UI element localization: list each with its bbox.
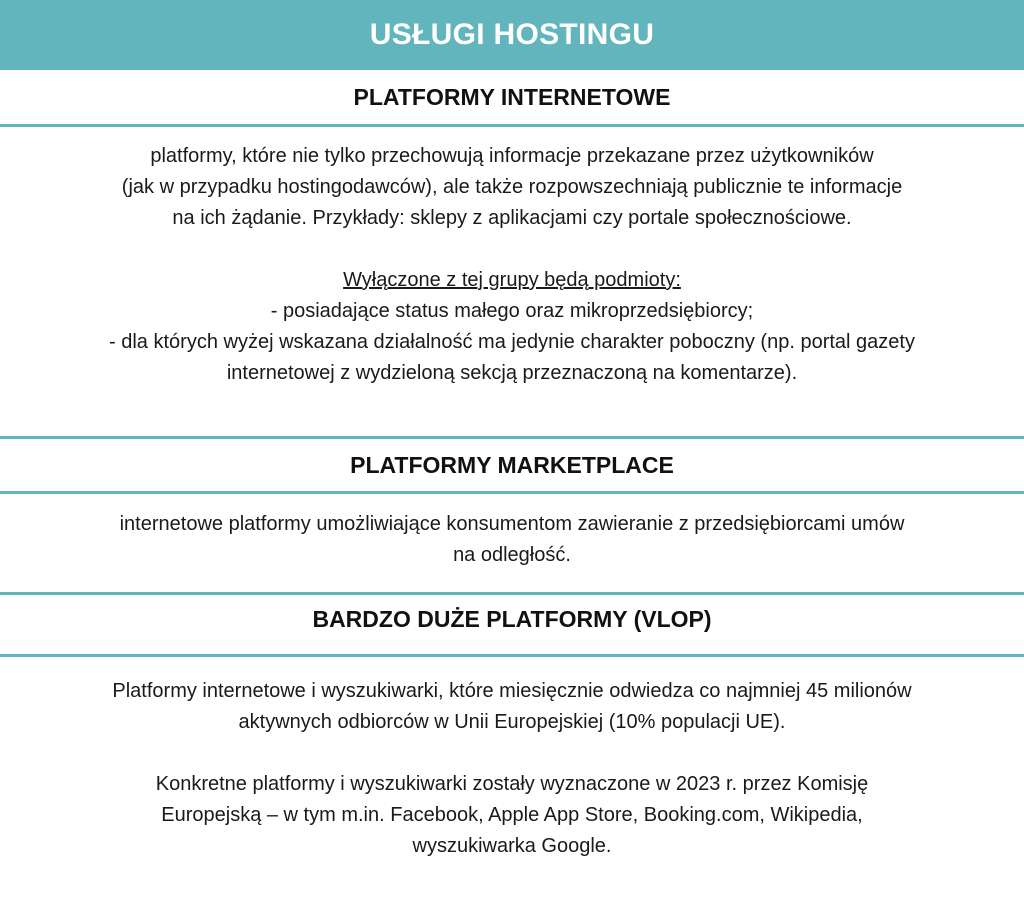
section-heading-vlop: BARDZO DUŻE PLATFORMY (VLOP): [312, 606, 712, 632]
body-line: wyszukiwarka Google.: [412, 835, 612, 857]
spacer: [0, 234, 1024, 265]
section-body-vlop: [0, 676, 1024, 862]
divider: [0, 592, 1024, 595]
section-body-platformy-marketplace: [0, 509, 1024, 571]
body-line: Platformy internetowe i wyszukiwarki, które miesięcznie odwiedza co najmniej 45 milionów: [112, 680, 912, 702]
body-line: (jak w przypadku hostingodawców), ale także rozpowszechniają publicznie te informacje: [121, 176, 903, 198]
exclusions-heading: Wyłączone z tej grupy będą podmioty:: [343, 269, 681, 291]
body-line: internetowe platformy umożliwiające konsumentom zawieranie z przedsiębiorcami umów: [119, 513, 905, 535]
body-line: platformy, które nie tylko przechowują informacje przekazane przez użytkowników: [150, 145, 874, 167]
section-heading-platformy-internetowe: PLATFORMY INTERNETOWE: [353, 84, 671, 110]
exclusion-item: - dla których wyżej wskazana działalność ma jedynie charakter poboczny (np. portal gazety: [109, 331, 915, 353]
body-line: Konkretne platformy i wyszukiwarki zostały wyznaczone w 2023 r. przez Komisję: [155, 773, 869, 795]
spacer: [0, 738, 1024, 769]
divider: [0, 124, 1024, 127]
divider: [0, 491, 1024, 494]
divider: [0, 654, 1024, 657]
body-line: Europejską – w tym m.in. Facebook, Apple App Store, Booking.com, Wikipedia,: [161, 804, 863, 826]
section-body-platformy-internetowe: [0, 141, 1024, 389]
body-line: aktywnych odbiorców w Unii Europejskiej (10% populacji UE).: [238, 711, 786, 733]
body-line: na ich żądanie. Przykłady: sklepy z aplikacjami czy portale społecznościowe.: [172, 207, 852, 229]
divider: [0, 436, 1024, 439]
section-heading-platformy-marketplace: PLATFORMY MARKETPLACE: [350, 452, 674, 478]
exclusion-item: - posiadające status małego oraz mikroprzedsiębiorcy;: [270, 300, 754, 322]
body-line: na odległość.: [453, 544, 571, 566]
title-banner: [0, 0, 1024, 70]
exclusion-item-continuation: internetowej z wydzieloną sekcją przeznaczoną na komentarze).: [226, 362, 798, 384]
page-title: USŁUGI HOSTINGU: [369, 18, 655, 51]
